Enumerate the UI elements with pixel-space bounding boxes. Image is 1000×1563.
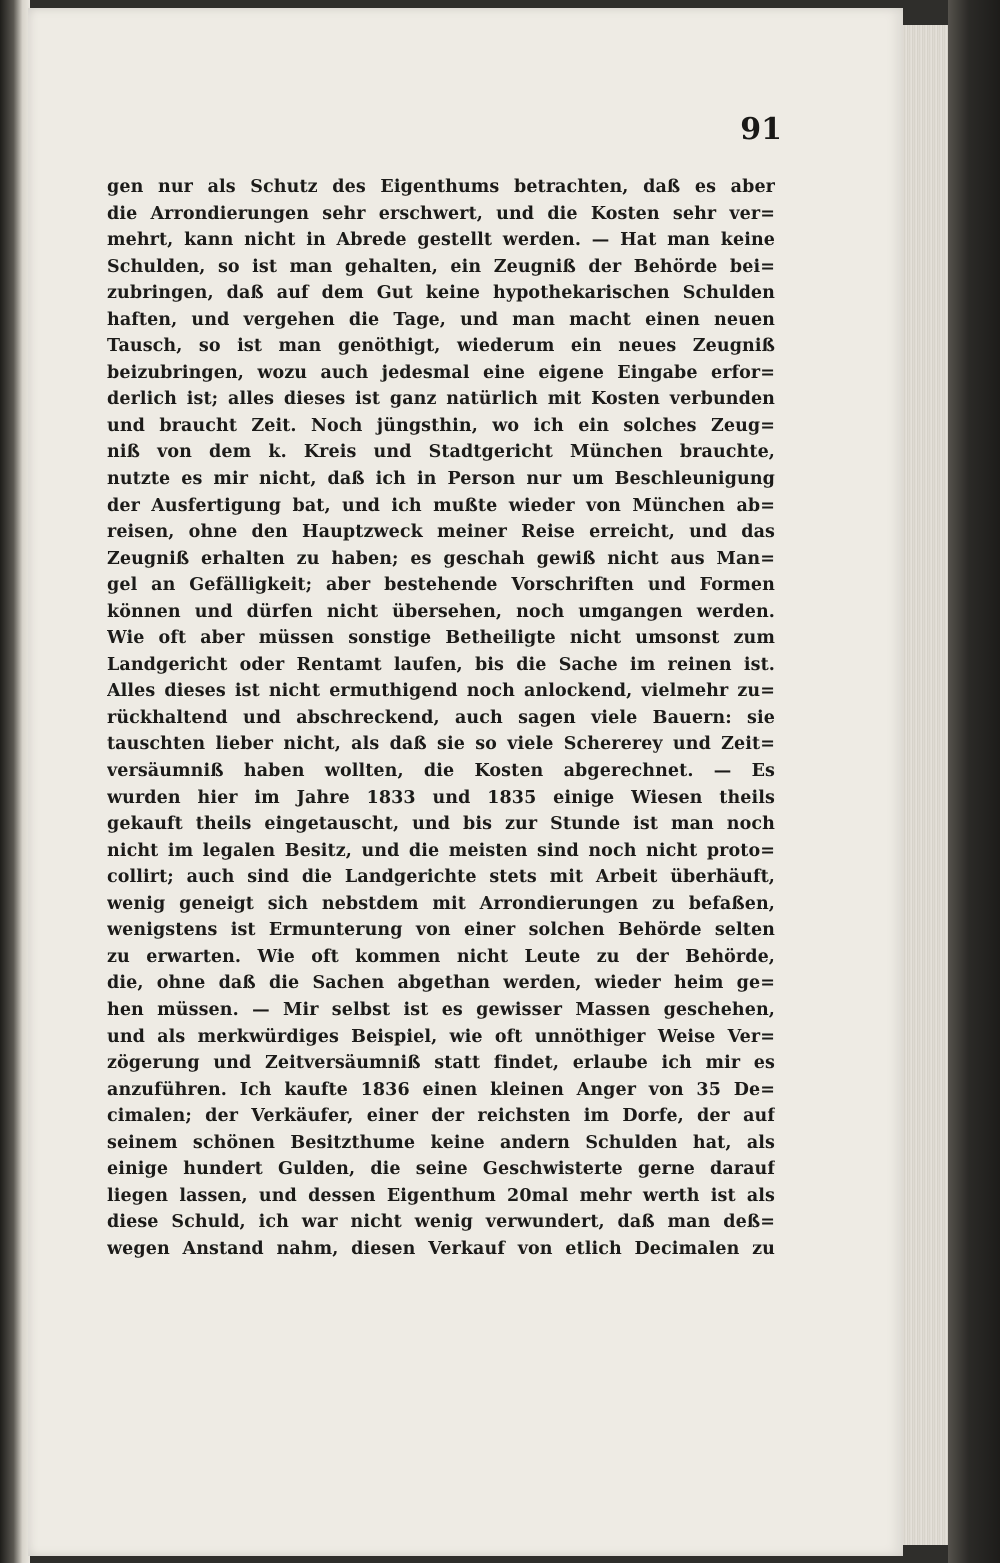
text-line: versäumniß haben wollten, die Kosten abgerechnet. — Es xyxy=(107,761,775,782)
text-line: Schulden, so ist man gehalten, ein Zeugniß der Behörde bei= xyxy=(107,256,775,277)
page-number: 91 xyxy=(740,112,782,147)
text-line: gel an Gefälligkeit; aber bestehende Vorschriften und Formen xyxy=(107,575,775,596)
text-line: liegen lassen, und dessen Eigenthum 20mal mehr werth ist als xyxy=(107,1185,775,1206)
text-line: collirt; auch sind die Landgerichte stets mit Arbeit überhäuft, xyxy=(107,867,775,888)
text-line: wenigstens ist Ermunterung von einer solchen Behörde selten xyxy=(107,920,775,941)
text-line: wenig geneigt sich nebstdem mit Arrondierungen zu befaßen, xyxy=(107,893,775,914)
text-line: haften, und vergehen die Tage, und man macht einen neuen xyxy=(107,309,775,330)
text-line: wurden hier im Jahre 1833 und 1835 einige Wiesen theils xyxy=(107,787,775,808)
book-cover-edge xyxy=(948,0,1000,1563)
text-line: Alles dieses ist nicht ermuthigend noch anlockend, vielmehr zu= xyxy=(107,681,775,702)
text-line: die Arrondierungen sehr erschwert, und die Kosten sehr ver= xyxy=(107,203,775,224)
text-line: Zeugniß erhalten zu haben; es geschah gewiß nicht aus Man= xyxy=(107,548,775,569)
text-line: mehrt, kann nicht in Abrede gestellt werden. — Hat man keine xyxy=(107,230,775,251)
text-line: nicht im legalen Besitz, und die meisten sind noch nicht proto= xyxy=(107,840,775,861)
text-line: wegen Anstand nahm, diesen Verkauf von etlich Decimalen zu xyxy=(107,1238,775,1259)
text-line: diese Schuld, ich war nicht wenig verwundert, daß man deß= xyxy=(107,1212,775,1233)
text-line: zubringen, daß auf dem Gut keine hypothekarischen Schulden xyxy=(107,283,775,304)
text-line: cimalen; der Verkäufer, einer der reichsten im Dorfe, der auf xyxy=(107,1106,775,1127)
text-line: können und dürfen nicht übersehen, noch umgangen werden. xyxy=(107,601,775,622)
text-line: gen nur als Schutz des Eigenthums betrachten, daß es aber xyxy=(107,177,775,197)
text-line: reisen, ohne den Hauptzweck meiner Reise erreicht, und das xyxy=(107,522,775,543)
text-line: einige hundert Gulden, die seine Geschwisterte gerne darauf xyxy=(107,1159,775,1180)
text-line: seinem schönen Besitzthume keine andern Schulden hat, als xyxy=(107,1132,775,1153)
text-line: nutzte es mir nicht, daß ich in Person nur um Beschleunigung xyxy=(107,469,775,490)
text-line: die, ohne daß die Sachen abgethan werden, wieder heim ge= xyxy=(107,973,775,994)
body-text xyxy=(107,174,775,1262)
book-gutter xyxy=(0,0,30,1563)
text-line: niß von dem k. Kreis und Stadtgericht München brauchte, xyxy=(107,442,775,463)
text-line: derlich ist; alles dieses ist ganz natürlich mit Kosten verbunden xyxy=(107,389,775,410)
text-line: und braucht Zeit. Noch jüngsthin, wo ich ein solches Zeug= xyxy=(107,415,775,436)
text-line: der Ausfertigung bat, und ich mußte wieder von München ab= xyxy=(107,495,775,516)
text-line: zu erwarten. Wie oft kommen nicht Leute zu der Behörde, xyxy=(107,946,775,967)
text-line: anzuführen. Ich kaufte 1836 einen kleinen Anger von 35 De= xyxy=(107,1079,775,1100)
text-line: Wie oft aber müssen sonstige Betheiligte nicht umsonst zum xyxy=(107,628,775,649)
text-line: gekauft theils eingetauscht, und bis zur Stunde ist man noch xyxy=(107,814,775,835)
text-line: und als merkwürdiges Beispiel, wie oft unnöthiger Weise Ver= xyxy=(107,1026,775,1047)
text-line: Tausch, so ist man genöthigt, wiederum ein neues Zeugniß xyxy=(107,336,775,357)
text-line: zögerung und Zeitversäumniß statt findet, erlaube ich mir es xyxy=(107,1053,775,1074)
text-line: hen müssen. — Mir selbst ist es gewisser Massen geschehen, xyxy=(107,999,775,1020)
text-line: beizubringen, wozu auch jedesmal eine eigene Eingabe erfor= xyxy=(107,362,775,383)
text-line: tauschten lieber nicht, als daß sie so viele Schererey und Zeit= xyxy=(107,734,775,755)
text-line: Landgericht oder Rentamt laufen, bis die Sache im reinen ist. xyxy=(107,654,775,675)
page-edges xyxy=(898,25,950,1545)
text-line: rückhaltend und abschreckend, auch sagen viele Bauern: sie xyxy=(107,707,775,728)
